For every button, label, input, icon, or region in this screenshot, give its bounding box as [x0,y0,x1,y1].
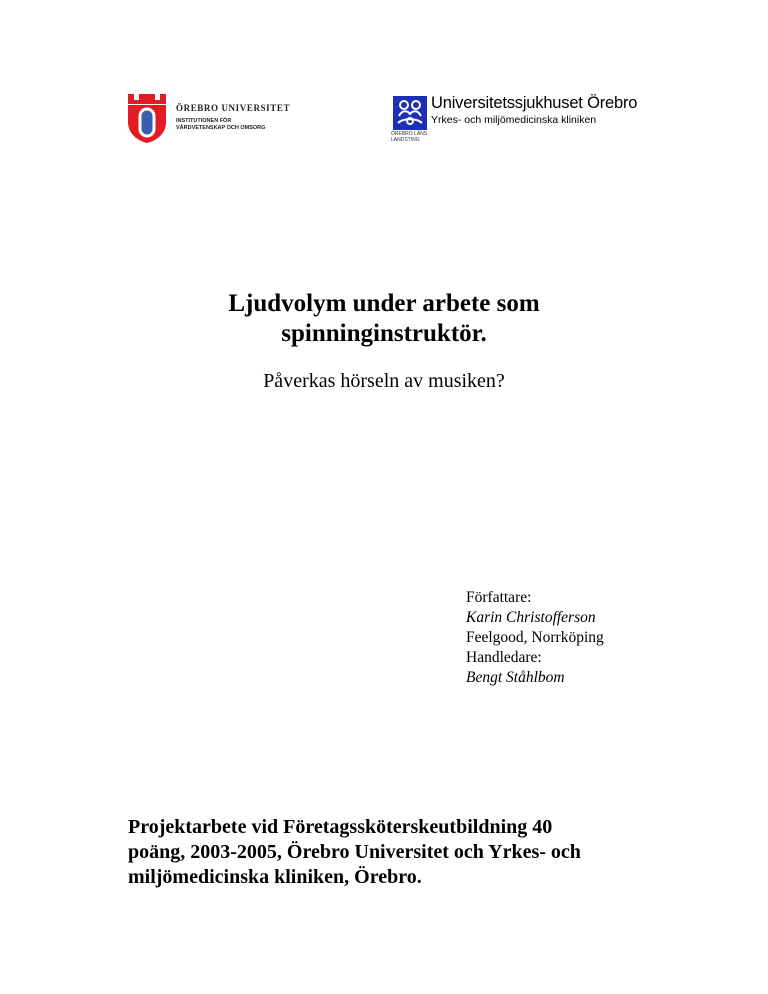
hospital-name: Universitetssjukhuset Örebro [431,94,638,112]
university-hospital-logo [391,93,661,149]
title-line: Ljudvolym under arbete som [228,290,540,317]
university-name: ÖREBRO UNIVERSITET [176,103,291,113]
department-line: INSTITUTIONEN FÖR [176,118,232,124]
county-council [391,131,427,143]
supervisor-name: Bengt Ståhlbom [466,669,565,686]
people-circle-emblem-icon [393,96,427,130]
county-line: LANDSTING [391,137,420,143]
footer-line: Projektarbete vid Företagssköterskeutbildning 40 [128,816,553,838]
hospital-clinic: Yrkes- och miljömedicinska kliniken [431,114,597,126]
shield-crown-emblem-icon [126,92,168,144]
supervisor-label: Handledare: [466,649,542,666]
department-line: VÅRDVETENSKAP OCH OMSORG [176,125,266,131]
document-subtitle: Påverkas hörseln av musiken? [263,370,505,392]
project-description [128,815,648,890]
university-department [176,118,265,132]
author-name: Karin Christofferson [466,609,596,626]
author-block [466,588,604,688]
county-line: ÖREBRO LÄNS [391,131,428,137]
author-label: Författare: [466,589,532,606]
footer-line: miljömedicinska kliniken, Örebro. [128,866,422,888]
footer-line: poäng, 2003-2005, Örebro Universitet och Yrkes- och [128,841,581,863]
orebro-university-logo [126,92,306,144]
author-affiliation: Feelgood, Norrköping [466,629,604,646]
title-line: spinninginstruktör. [281,320,487,347]
document-title [0,289,768,349]
